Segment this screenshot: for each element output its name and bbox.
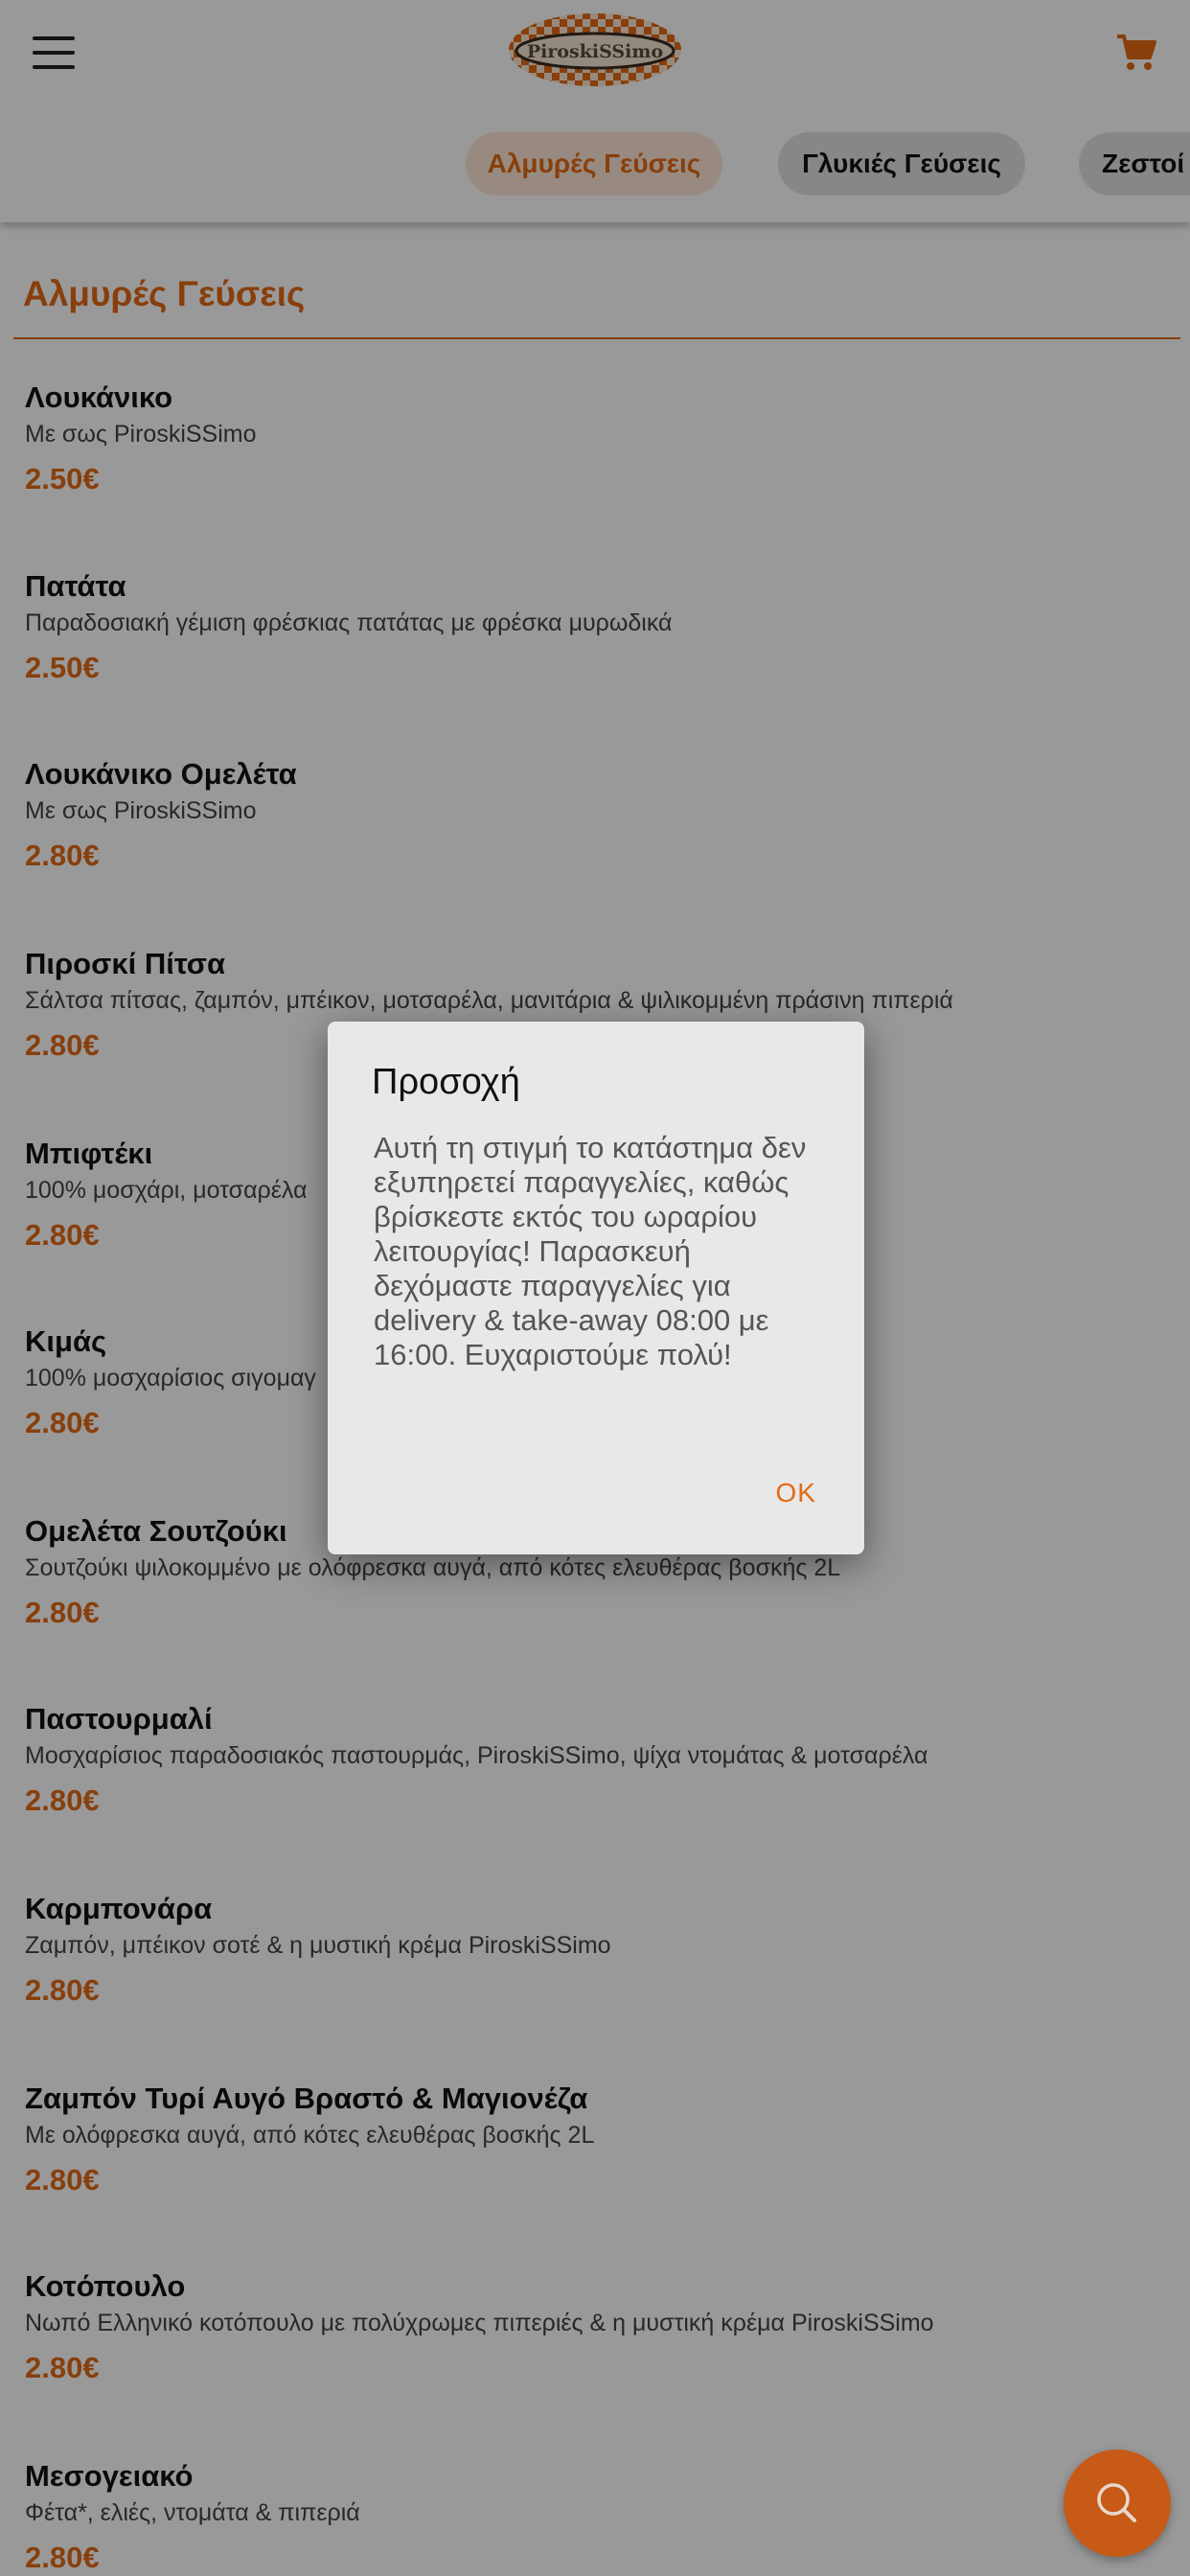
- item-price: 2.50€: [25, 651, 100, 684]
- item-description: 100% μοσχαρίσιος σιγομαγ: [25, 1365, 316, 1392]
- item-name: Πιροσκί Πίτσα: [25, 947, 226, 980]
- dialog-title: Προσοχή: [372, 1062, 520, 1102]
- item-price: 2.80€: [25, 1218, 100, 1252]
- item-price: 2.80€: [25, 2351, 100, 2384]
- item-description: Σουτζούκι ψιλοκομμένο με ολόφρεσκα αυγά, από κότες ελευθέρας βοσκής 2L: [25, 1554, 841, 1581]
- tab-savory[interactable]: Αλμυρές Γεύσεις: [466, 132, 722, 196]
- item-price: 2.80€: [25, 1596, 100, 1629]
- item-price: 2.80€: [25, 2541, 100, 2574]
- search-icon: [1064, 2450, 1171, 2557]
- item-name: Κιμάς: [25, 1324, 107, 1358]
- item-price: 2.80€: [25, 1028, 100, 1062]
- item-description: Μοσχαρίσιος παραδοσιακός παστουρμάς, PiroskiSSimo, ψίχα ντομάτας & μοτσαρέλα: [25, 1742, 928, 1769]
- item-price: 2.50€: [25, 462, 100, 495]
- alert-dialog: [328, 1022, 864, 1554]
- svg-text:PiroskiSSimo: PiroskiSSimo: [526, 41, 664, 62]
- item-name: Λουκάνικο: [25, 380, 173, 414]
- item-description: Παραδοσιακή γέμιση φρέσκιας πατάτας με φρέσκα μυρωδικά: [25, 610, 673, 636]
- item-description: Ζαμπόν, μπέικον σοτέ & η μυστική κρέμα PiroskiSSimo: [25, 1932, 611, 1959]
- item-price: 2.80€: [25, 1406, 100, 1439]
- item-name: Καρμπονάρα: [25, 1892, 213, 1925]
- item-price: 2.80€: [25, 839, 100, 872]
- item-name: Ζαμπόν Τυρί Αυγό Βραστό & Μαγιονέζα: [25, 2082, 588, 2115]
- tab-hot[interactable]: Ζεστοί: [1079, 132, 1190, 196]
- item-description: Φέτα*, ελιές, ντομάτα & πιπεριά: [25, 2499, 360, 2526]
- item-name: Πατάτα: [25, 569, 126, 603]
- tab-sweet[interactable]: Γλυκιές Γεύσεις: [778, 132, 1025, 196]
- item-price: 2.80€: [25, 2163, 100, 2196]
- section-title: Αλμυρές Γεύσεις: [23, 274, 306, 313]
- item-price: 2.80€: [25, 1783, 100, 1817]
- ok-button[interactable]: OK: [775, 1478, 816, 1507]
- item-description: Σάλτσα πίτσας, ζαμπόν, μπέικον, μοτσαρέλα, μανιτάρια & ψιλικομμένη πράσινη πιπεριά: [25, 987, 953, 1014]
- dialog-message: Αυτή τη στιγμή το κατάστημα δεν εξυπηρετεί παραγγελίες, καθώς βρίσκεστε εκτός του ωραρίου λειτουργίας! Παρασκευή δεχόμαστε παραγγελίες για delivery & take-away 08:00 με 16:00. Ευχαριστούμε πολύ!: [374, 1131, 807, 1371]
- item-description: Νωπό Ελληνικό κοτόπουλο με πολύχρωμες πιπεριές & η μυστική κρέμα PiroskiSSimo: [25, 2310, 934, 2336]
- item-name: Ομελέτα Σουτζούκι: [25, 1514, 287, 1548]
- item-description: Με σως PiroskiSSimo: [25, 421, 257, 448]
- item-name: Μπιφτέκι: [25, 1137, 153, 1170]
- item-name: Κοτόπουλο: [25, 2269, 186, 2303]
- item-name: Παστουρμαλί: [25, 1702, 213, 1736]
- search-button[interactable]: [1064, 2450, 1171, 2557]
- item-name: Μεσογειακό: [25, 2459, 194, 2493]
- item-description: Με ολόφρεσκα αυγά, από κότες ελευθέρας βοσκής 2L: [25, 2122, 595, 2149]
- item-price: 2.80€: [25, 1973, 100, 2007]
- item-name: Λουκάνικο Ομελέτα: [25, 757, 297, 791]
- item-description: Με σως PiroskiSSimo: [25, 797, 257, 824]
- item-description: 100% μοσχάρι, μοτσαρέλα: [25, 1177, 308, 1204]
